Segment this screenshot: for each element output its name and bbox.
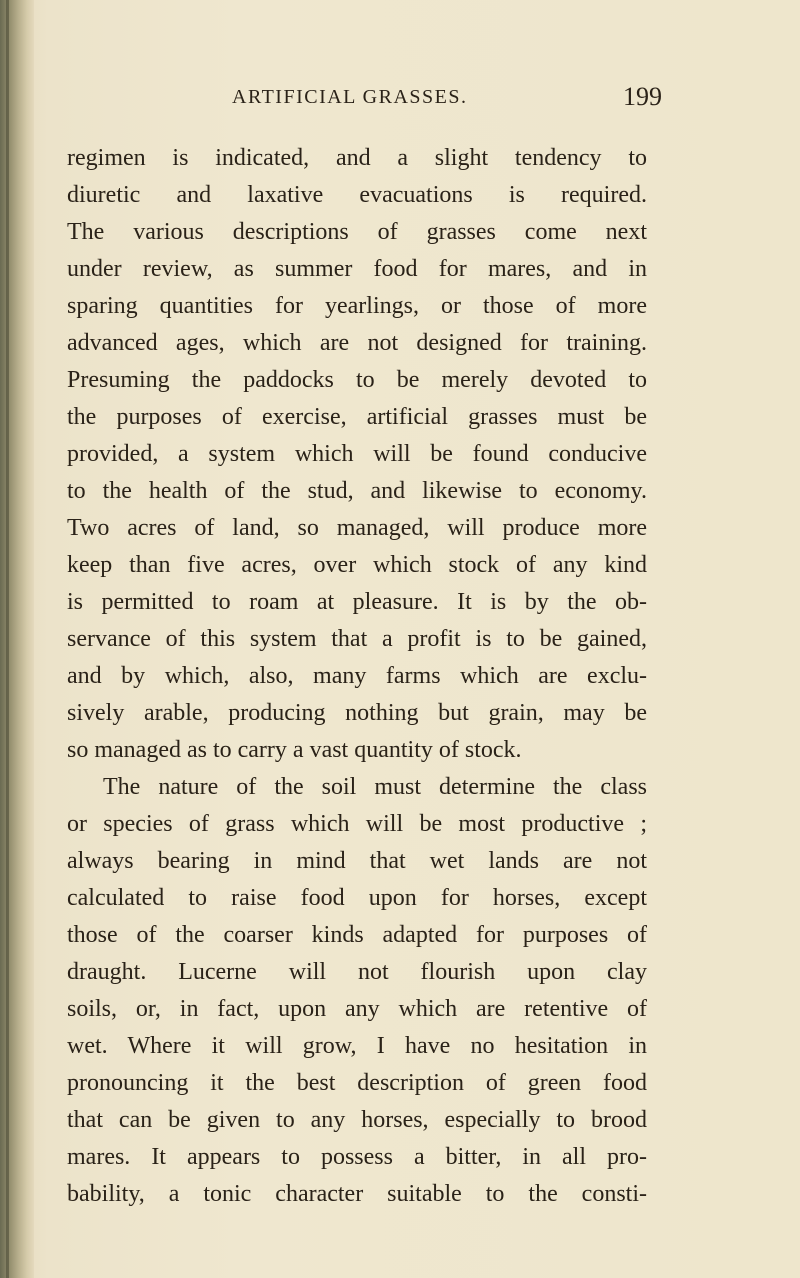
text-line: is permitted to roam at pleasure. It is by the ob- [67,589,647,615]
text-line: the purposes of exercise, artificial grasses must be [67,404,647,430]
text-line: mares. It appears to possess a bitter, in all pro- [67,1144,647,1170]
text-line: advanced ages, which are not designed for training. [67,330,647,356]
text-line: The various descriptions of grasses come next [67,219,647,245]
text-line: always bearing in mind that wet lands are not [67,848,647,874]
text-line: soils, or, in fact, upon any which are retentive of [67,996,647,1022]
gutter-shadow-line [6,0,9,1278]
text-line: calculated to raise food upon for horses, except [67,885,647,911]
body-text [67,140,647,1213]
text-line: or species of grass which will be most productive ; [67,811,647,837]
text-line: pronouncing it the best description of green food [67,1070,647,1096]
text-line: under review, as summer food for mares, and in [67,256,647,282]
running-head [150,82,670,120]
text-line: servance of this system that a profit is to be gained, [67,626,647,652]
text-line: to the health of the stud, and likewise to economy. [67,478,647,504]
text-line: those of the coarser kinds adapted for purposes of [67,922,647,948]
text-line: diuretic and laxative evacuations is required. [67,182,647,208]
text-line: provided, a system which will be found conducive [67,441,647,467]
text-line: sparing quantities for yearlings, or those of more [67,293,647,319]
text-line: Two acres of land, so managed, will produce more [67,515,647,541]
text-line: regimen is indicated, and a slight tendency to [67,145,647,171]
text-line: that can be given to any horses, especially to brood [67,1107,647,1133]
text-line: Presuming the paddocks to be merely devoted to [67,367,647,393]
text-line-paragraph-end: so managed as to carry a vast quantity of stock. [67,737,522,763]
text-line: wet. Where it will grow, I have no hesitation in [67,1033,647,1059]
page-number: 199 [623,82,662,111]
text-line: sively arable, producing nothing but grain, may be [67,700,647,726]
binding-gutter [0,0,34,1278]
text-line: draught. Lucerne will not flourish upon clay [67,959,647,985]
text-line: bability, a tonic character suitable to the consti- [67,1181,647,1207]
text-line: keep than five acres, over which stock of any kind [67,552,647,578]
text-line: and by which, also, many farms which are exclu- [67,663,647,689]
running-head-title: ARTIFICIAL GRASSES. [232,86,468,108]
text-line-paragraph-start: The nature of the soil must determine the class [103,774,647,800]
